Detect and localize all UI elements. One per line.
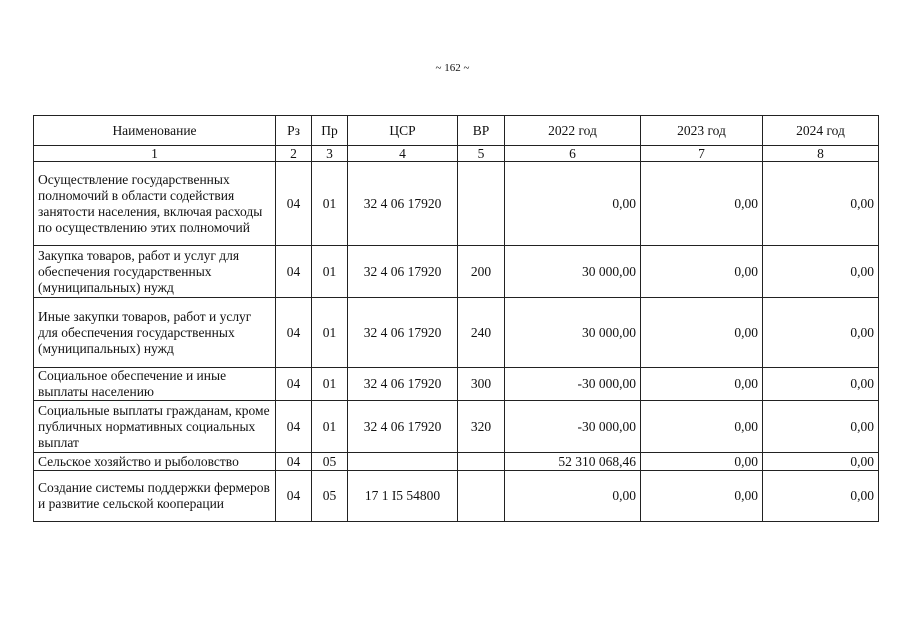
row-pr: 05 (312, 471, 348, 522)
row-csr: 32 4 06 17920 (348, 368, 458, 401)
row-2023: 0,00 (641, 453, 763, 471)
row-csr (348, 453, 458, 471)
column-number: 1 (34, 146, 276, 162)
row-rz: 04 (276, 246, 312, 298)
row-2024: 0,00 (763, 298, 879, 368)
row-2022: -30 000,00 (505, 368, 641, 401)
row-vr: 300 (458, 368, 505, 401)
row-csr: 32 4 06 17920 (348, 401, 458, 453)
row-pr: 05 (312, 453, 348, 471)
row-rz: 04 (276, 162, 312, 246)
table-row (34, 401, 879, 453)
row-rz: 04 (276, 453, 312, 471)
row-2024: 0,00 (763, 162, 879, 246)
column-number: 2 (276, 146, 312, 162)
row-2024: 0,00 (763, 246, 879, 298)
column-number: 6 (505, 146, 641, 162)
header-2022: 2022 год (505, 116, 641, 146)
row-name: Социальное обеспечение и иные выплаты населению (34, 368, 276, 401)
header-vr: ВР (458, 116, 505, 146)
row-name: Осуществление государственных полномочий в области содействия занятости населения, включая расходы по осуществлению этих полномочий (34, 162, 276, 246)
row-2022: 52 310 068,46 (505, 453, 641, 471)
row-2023: 0,00 (641, 368, 763, 401)
header-row (34, 116, 879, 146)
row-vr: 200 (458, 246, 505, 298)
row-2024: 0,00 (763, 471, 879, 522)
page-number: ~ 162 ~ (435, 62, 470, 74)
row-2024: 0,00 (763, 401, 879, 453)
column-number: 3 (312, 146, 348, 162)
header-name: Наименование (34, 116, 276, 146)
table-row (34, 162, 879, 246)
table-row (34, 368, 879, 401)
row-2022: 0,00 (505, 471, 641, 522)
row-name: Создание системы поддержки фермеров и развитие сельской кооперации (34, 471, 276, 522)
table-row (34, 246, 879, 298)
row-csr: 32 4 06 17920 (348, 298, 458, 368)
row-2023: 0,00 (641, 162, 763, 246)
row-name: Закупка товаров, работ и услуг для обеспечения государственных (муниципальных) нужд (34, 246, 276, 298)
row-rz: 04 (276, 471, 312, 522)
row-2023: 0,00 (641, 471, 763, 522)
column-number: 5 (458, 146, 505, 162)
row-2024: 0,00 (763, 453, 879, 471)
row-vr: 320 (458, 401, 505, 453)
row-csr: 17 1 I5 54800 (348, 471, 458, 522)
row-2023: 0,00 (641, 401, 763, 453)
header-2024: 2024 год (763, 116, 879, 146)
row-2022: 0,00 (505, 162, 641, 246)
header-csr: ЦСР (348, 116, 458, 146)
row-rz: 04 (276, 298, 312, 368)
row-csr: 32 4 06 17920 (348, 162, 458, 246)
column-number-row (34, 146, 879, 162)
table-row (34, 471, 879, 522)
row-pr: 01 (312, 298, 348, 368)
row-rz: 04 (276, 401, 312, 453)
row-pr: 01 (312, 401, 348, 453)
row-name: Сельское хозяйство и рыболовство (34, 453, 276, 471)
row-2022: -30 000,00 (505, 401, 641, 453)
row-2022: 30 000,00 (505, 246, 641, 298)
table-row (34, 298, 879, 368)
row-pr: 01 (312, 368, 348, 401)
row-vr (458, 162, 505, 246)
column-number: 8 (763, 146, 879, 162)
budget-table (33, 115, 879, 522)
header-rz: Рз (276, 116, 312, 146)
row-name: Иные закупки товаров, работ и услуг для обеспечения государственных (муниципальных) нужд (34, 298, 276, 368)
row-2022: 30 000,00 (505, 298, 641, 368)
column-number: 7 (641, 146, 763, 162)
row-2023: 0,00 (641, 246, 763, 298)
row-vr (458, 453, 505, 471)
row-vr (458, 471, 505, 522)
row-vr: 240 (458, 298, 505, 368)
row-2024: 0,00 (763, 368, 879, 401)
row-rz: 04 (276, 368, 312, 401)
row-csr: 32 4 06 17920 (348, 246, 458, 298)
row-pr: 01 (312, 162, 348, 246)
row-pr: 01 (312, 246, 348, 298)
row-2023: 0,00 (641, 298, 763, 368)
row-name: Социальные выплаты гражданам, кроме публичных нормативных социальных выплат (34, 401, 276, 453)
header-pr: Пр (312, 116, 348, 146)
header-2023: 2023 год (641, 116, 763, 146)
column-number: 4 (348, 146, 458, 162)
table-row (34, 453, 879, 471)
